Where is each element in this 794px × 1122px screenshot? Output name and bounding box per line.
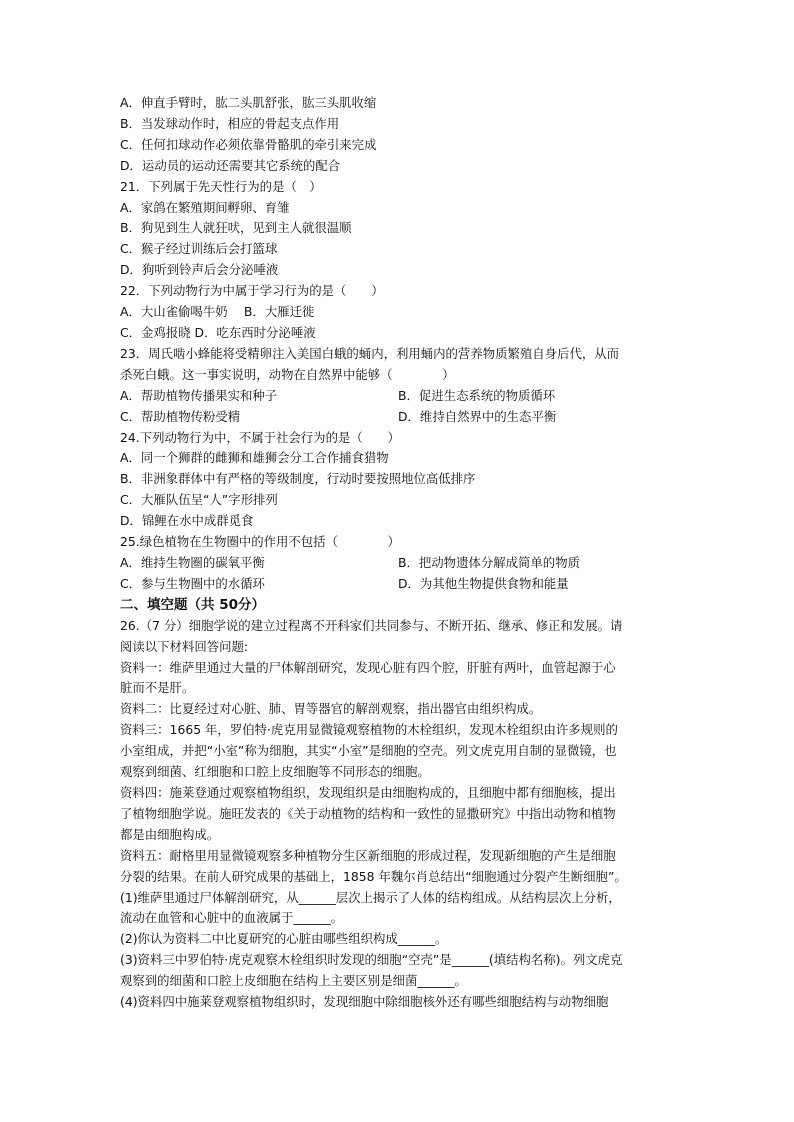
option-b: B．促进生态系统的物质循环 xyxy=(398,387,556,403)
text-line: 资料二：比夏经过对心脏、肺、胃等器官的解剖观察，指出器官由组织构成。 xyxy=(120,701,542,717)
option-c: C．帮助植物传粉受精 xyxy=(120,408,241,424)
section-title: 二、填空题（共 50分） xyxy=(120,596,265,613)
question-24 xyxy=(120,428,724,533)
text-line: 资料三：1665 年，罗伯特·虎克用显微镜观察植物的木栓组织，发现木栓组织由许多规则的 xyxy=(120,722,618,738)
question-21 xyxy=(120,177,724,282)
q20-options xyxy=(120,93,724,177)
option-line: D．狗听到铃声后会分泌唾液 xyxy=(120,262,279,278)
text-line: 分裂的结果。在前人研究成果的基础上，1858 年魏尔肖总结出“细胞通过分裂产生断细胞”。 xyxy=(120,868,627,884)
option-c: C．参与生物圈中的水循环 xyxy=(120,575,265,591)
question-26 xyxy=(120,616,724,1013)
option-row xyxy=(120,574,724,595)
option-line: B．非洲象群体中有严格的等级制度，行动时要按照地位高低排序 xyxy=(120,471,476,487)
question-stem: 24.下列动物行为中，不属于社会行为的是（ ） xyxy=(120,429,400,445)
question-22 xyxy=(120,281,724,344)
question-stem: 23．周氏啮小蜂能将受精卵注入美国白蛾的蛹内，利用蛹内的营养物质繁殖自身后代，从而 xyxy=(120,345,620,361)
text-line: (3)资料三中罗伯特·虎克观察木栓组织时发现的细胞“空壳”是______(填结构名称)。列文虎克 xyxy=(120,952,623,968)
option-b: B．把动物遗体分解成简单的物质 xyxy=(398,554,580,570)
question-stem: 21．下列属于先天性行为的是（ ） xyxy=(120,178,322,194)
text-line: 资料一：维萨里通过大量的尸体解剖研究，发现心脏有四个腔，肝脏有两叶，血管起源于心 xyxy=(120,659,616,675)
text-line: 都是由细胞构成。 xyxy=(120,826,220,842)
text-line: 脏而不是肝。 xyxy=(120,680,195,696)
text-line: 流动在血管和心脏中的血液属于______。 xyxy=(120,910,344,926)
question-23 xyxy=(120,344,724,428)
text-line: 阅读以下材料回答问题: xyxy=(120,638,249,654)
text-line: 观察到细菌、红细胞和口腔上皮细胞等不同形态的细胞。 xyxy=(120,764,430,780)
text-line: (4)资料四中施莱登观察植物组织时，发现细胞中除细胞核外还有哪些细胞结构与动物细胞 xyxy=(120,994,609,1010)
option-row xyxy=(120,386,724,407)
option-a: A．帮助植物传播果实和种子 xyxy=(120,387,278,403)
option-d: D．维持自然界中的生态平衡 xyxy=(398,408,557,424)
question-25 xyxy=(120,532,724,595)
text-line: 观察到的细菌和口腔上皮细胞在结构上主要区别是细菌______。 xyxy=(120,973,467,989)
option-line: B．当发球动作时，相应的骨起支点作用 xyxy=(120,115,340,131)
question-stem: 22．下列动物行为中属于学习行为的是（ ） xyxy=(120,283,384,299)
option-line: D．锦鲤在水中成群觅食 xyxy=(120,513,254,529)
option-line: A．伸直手臂时，肱二头肌舒张，肱三头肌收缩 xyxy=(120,95,377,110)
text-line: (2)你认为资料二中比夏研究的心脏由哪些组织构成______。 xyxy=(120,931,448,947)
option-line: C．大雁队伍呈“人”字形排列 xyxy=(120,492,278,508)
text-line: (1)维萨里通过尸体解剖研究，从______层次上揭示了人体的结构组成。从结构层次上分析， xyxy=(120,889,621,905)
text-line: 小室组成，并把“小室”称为细胞，其实“小室”是细胞的空壳。列文虎克用自制的显微镜，也 xyxy=(120,743,617,759)
text-line: 26.（7 分）细胞学说的建立过程离不开科家们共同参与、不断开拓、继承、修正和发展。请 xyxy=(120,617,623,633)
option-line: C．金鸡报晓 D．吃东西时分泌唾液 xyxy=(120,324,316,340)
option-row xyxy=(120,407,724,428)
question-stem: 杀死白蛾。这一事实说明，动物在自然界中能够（ ） xyxy=(120,366,455,382)
text-line: 资料四：施莱登通过观察植物组织，发现组织是由细胞构成的，且细胞中都有细胞核，提出 xyxy=(120,785,616,800)
option-line: A．大山雀偷喝牛奶 B．大雁迁徙 xyxy=(120,304,315,320)
option-line: C．猴子经过训练后会打篮球 xyxy=(120,241,278,257)
text-line: 了植物细胞学说。施旺发表的《关于动植物的结构和一致性的显撒研究》中指出动物和植物 xyxy=(120,805,616,821)
option-line: D．运动员的运动还需要其它系统的配合 xyxy=(120,157,341,173)
option-a: A．维持生物圈的碳氧平衡 xyxy=(120,554,265,570)
option-row xyxy=(120,553,724,574)
option-d: D．为其他生物提供食物和能量 xyxy=(398,575,569,591)
text-line: 资料五：耐格里用显微镜观察多种植物分生区新细胞的形成过程，发现新细胞的产生是细胞 xyxy=(120,847,616,863)
question-stem: 25.绿色植物在生物圈中的作用不包括（ ） xyxy=(120,534,400,550)
option-line: C．任何扣球动作必须依靠骨骼肌的牵引来完成 xyxy=(120,136,377,152)
option-line: B．狗见到生人就狂吠，见到主人就很温顺 xyxy=(120,220,352,236)
option-line: A．同一个狮群的雌狮和雄狮会分工合作捕食猎物 xyxy=(120,450,389,466)
option-line: A．家鸽在繁殖期间孵卵、育雏 xyxy=(120,199,290,215)
